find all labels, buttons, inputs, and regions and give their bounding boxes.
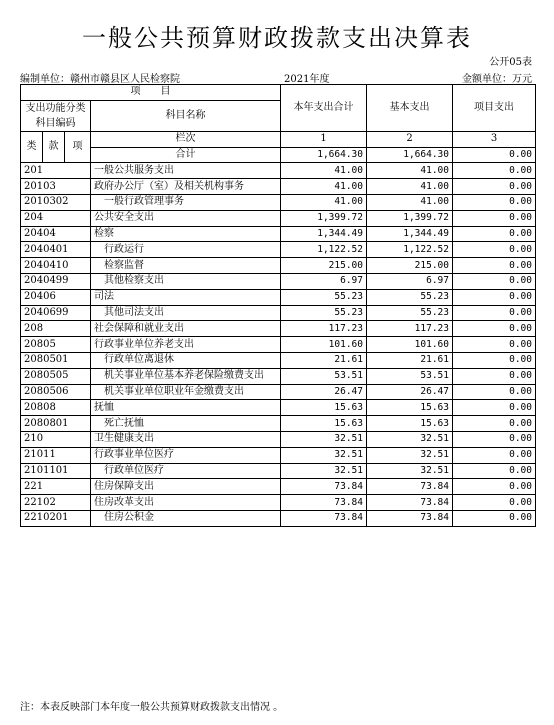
amount-project: 0.00 (453, 337, 536, 353)
amount-project: 0.00 (453, 321, 536, 337)
header-total: 本年支出合计 (281, 85, 367, 132)
subject-name: 一般公共服务支出 (91, 163, 281, 179)
amount-basic: 41.00 (367, 163, 453, 179)
amount-project: 0.00 (453, 416, 536, 432)
subject-name: 公共安全支出 (91, 210, 281, 226)
amount-project: 0.00 (453, 352, 536, 368)
subject-code: 221 (21, 479, 91, 495)
reporting-unit: 编制单位：赣州市赣县区人民检察院 (20, 74, 180, 85)
subject-name: 行政运行 (91, 242, 281, 258)
amount-basic: 41.00 (367, 179, 453, 195)
subject-code: 201 (21, 163, 91, 179)
amount-basic: 215.00 (367, 258, 453, 274)
table-row (21, 289, 536, 305)
subject-name: 检察监督 (91, 258, 281, 274)
amount-basic: 32.51 (367, 447, 453, 463)
column-label: 栏次 (91, 131, 281, 147)
amount-project: 0.00 (453, 163, 536, 179)
amount-total: 73.84 (281, 479, 367, 495)
subject-name: 政府办公厅（室）及相关机构事务 (91, 179, 281, 195)
table-row (21, 258, 536, 274)
table-row (21, 510, 536, 526)
table-row (21, 163, 536, 179)
amount-basic: 1,122.52 (367, 242, 453, 258)
amount-project: 0.00 (453, 258, 536, 274)
subject-code: 2210201 (21, 510, 91, 526)
amount-total: 32.51 (281, 447, 367, 463)
subject-code: 2010302 (21, 194, 91, 210)
table-row (21, 416, 536, 432)
total-basic: 1,664.30 (367, 147, 453, 163)
amount-total: 21.61 (281, 352, 367, 368)
column-2: 2 (367, 131, 453, 147)
amount-total: 73.84 (281, 495, 367, 511)
amount-total: 32.51 (281, 431, 367, 447)
table-row (21, 384, 536, 400)
amount-project: 0.00 (453, 242, 536, 258)
subject-name: 检察 (91, 226, 281, 242)
amount-basic: 53.51 (367, 368, 453, 384)
header-xiang: 项 (65, 131, 91, 163)
amount-basic: 15.63 (367, 400, 453, 416)
subject-name: 机关事业单位职业年金缴费支出 (91, 384, 281, 400)
table-row (21, 226, 536, 242)
subject-name: 卫生健康支出 (91, 431, 281, 447)
amount-basic: 1,399.72 (367, 210, 453, 226)
table-row (21, 179, 536, 195)
amount-project: 0.00 (453, 447, 536, 463)
amount-basic: 32.51 (367, 463, 453, 479)
amount-basic: 41.00 (367, 194, 453, 210)
subject-name: 其他司法支出 (91, 305, 281, 321)
subject-name: 机关事业单位基本养老保险缴费支出 (91, 368, 281, 384)
amount-project: 0.00 (453, 179, 536, 195)
amount-project: 0.00 (453, 226, 536, 242)
amount-total: 73.84 (281, 510, 367, 526)
amount-total: 41.00 (281, 179, 367, 195)
total-project: 0.00 (453, 147, 536, 163)
amount-basic: 15.63 (367, 416, 453, 432)
subject-code: 22102 (21, 495, 91, 511)
subject-name: 一般行政管理事务 (91, 194, 281, 210)
subject-name: 死亡抚恤 (91, 416, 281, 432)
subject-name: 其他检察支出 (91, 273, 281, 289)
amount-project: 0.00 (453, 431, 536, 447)
header-project-expense: 项目支出 (453, 85, 536, 132)
table-row (21, 242, 536, 258)
table-row (21, 368, 536, 384)
subject-code: 20808 (21, 400, 91, 416)
amount-basic: 1,344.49 (367, 226, 453, 242)
subject-name: 住房公积金 (91, 510, 281, 526)
amount-project: 0.00 (453, 289, 536, 305)
subject-name: 司法 (91, 289, 281, 305)
amount-project: 0.00 (453, 384, 536, 400)
amount-total: 53.51 (281, 368, 367, 384)
amount-total: 15.63 (281, 400, 367, 416)
amount-project: 0.00 (453, 210, 536, 226)
table-row (21, 463, 536, 479)
subject-code: 2040410 (21, 258, 91, 274)
amount-project: 0.00 (453, 194, 536, 210)
amount-total: 32.51 (281, 463, 367, 479)
header-func-code: 支出功能分类科目编码 (21, 100, 91, 131)
amount-project: 0.00 (453, 400, 536, 416)
total-amount: 1,664.30 (281, 147, 367, 163)
amount-total: 101.60 (281, 337, 367, 353)
subject-code: 2080506 (21, 384, 91, 400)
header-kuan: 款 (43, 131, 65, 163)
subject-code: 2080801 (21, 416, 91, 432)
header-row-1 (21, 85, 536, 101)
table-row (21, 495, 536, 511)
amount-total: 55.23 (281, 289, 367, 305)
amount-project: 0.00 (453, 510, 536, 526)
header-subject-name: 科目名称 (91, 100, 281, 131)
table-row (21, 305, 536, 321)
subject-code: 20805 (21, 337, 91, 353)
subject-name: 行政事业单位养老支出 (91, 337, 281, 353)
subject-name: 行政单位离退休 (91, 352, 281, 368)
subject-code: 20404 (21, 226, 91, 242)
subject-code: 2040499 (21, 273, 91, 289)
table-row (21, 479, 536, 495)
total-row (21, 147, 536, 163)
amount-basic: 55.23 (367, 305, 453, 321)
subject-name: 住房改革支出 (91, 495, 281, 511)
page-title: 一般公共预算财政拨款支出决算表 (82, 24, 472, 52)
subject-name: 社会保障和就业支出 (91, 321, 281, 337)
amount-project: 0.00 (453, 368, 536, 384)
expenditure-table (20, 84, 536, 527)
amount-project: 0.00 (453, 479, 536, 495)
amount-basic: 73.84 (367, 510, 453, 526)
footnote: 注：本表反映部门本年度一般公共预算财政拨款支出情况 。 (20, 702, 284, 713)
amount-unit: 金额单位：万元 (462, 74, 532, 85)
header-lei: 类 (21, 131, 43, 163)
amount-total: 1,399.72 (281, 210, 367, 226)
amount-total: 215.00 (281, 258, 367, 274)
subject-code: 21011 (21, 447, 91, 463)
table-row (21, 194, 536, 210)
table-row (21, 352, 536, 368)
amount-basic: 73.84 (367, 479, 453, 495)
subject-name: 住房保障支出 (91, 479, 281, 495)
form-number: 公开05表 (489, 57, 532, 68)
total-label: 合计 (91, 147, 281, 163)
table-row (21, 321, 536, 337)
table-row (21, 431, 536, 447)
amount-basic: 26.47 (367, 384, 453, 400)
amount-total: 117.23 (281, 321, 367, 337)
subject-code: 2080501 (21, 352, 91, 368)
subject-code: 2040699 (21, 305, 91, 321)
amount-total: 41.00 (281, 163, 367, 179)
subject-code: 20406 (21, 289, 91, 305)
amount-basic: 21.61 (367, 352, 453, 368)
amount-basic: 101.60 (367, 337, 453, 353)
amount-total: 55.23 (281, 305, 367, 321)
amount-total: 41.00 (281, 194, 367, 210)
header-row-3 (21, 131, 536, 147)
subject-code: 204 (21, 210, 91, 226)
subject-name: 抚恤 (91, 400, 281, 416)
amount-project: 0.00 (453, 463, 536, 479)
amount-basic: 117.23 (367, 321, 453, 337)
table-row (21, 400, 536, 416)
amount-total: 1,122.52 (281, 242, 367, 258)
subject-code: 20103 (21, 179, 91, 195)
amount-project: 0.00 (453, 495, 536, 511)
subject-code: 210 (21, 431, 91, 447)
subject-code: 2040401 (21, 242, 91, 258)
subject-code: 208 (21, 321, 91, 337)
amount-project: 0.00 (453, 273, 536, 289)
header-project: 项 目 (21, 85, 281, 101)
table-row (21, 337, 536, 353)
amount-basic: 6.97 (367, 273, 453, 289)
amount-basic: 32.51 (367, 431, 453, 447)
column-3: 3 (453, 131, 536, 147)
header-basic: 基本支出 (367, 85, 453, 132)
amount-project: 0.00 (453, 305, 536, 321)
subject-name: 行政单位医疗 (91, 463, 281, 479)
table-row (21, 273, 536, 289)
amount-total: 15.63 (281, 416, 367, 432)
subject-code: 2101101 (21, 463, 91, 479)
table-row (21, 210, 536, 226)
amount-total: 6.97 (281, 273, 367, 289)
amount-total: 26.47 (281, 384, 367, 400)
subject-code: 2080505 (21, 368, 91, 384)
amount-basic: 73.84 (367, 495, 453, 511)
column-1: 1 (281, 131, 367, 147)
fiscal-year: 2021年度 (284, 74, 330, 85)
table-row (21, 447, 536, 463)
subject-name: 行政事业单位医疗 (91, 447, 281, 463)
amount-basic: 55.23 (367, 289, 453, 305)
amount-total: 1,344.49 (281, 226, 367, 242)
